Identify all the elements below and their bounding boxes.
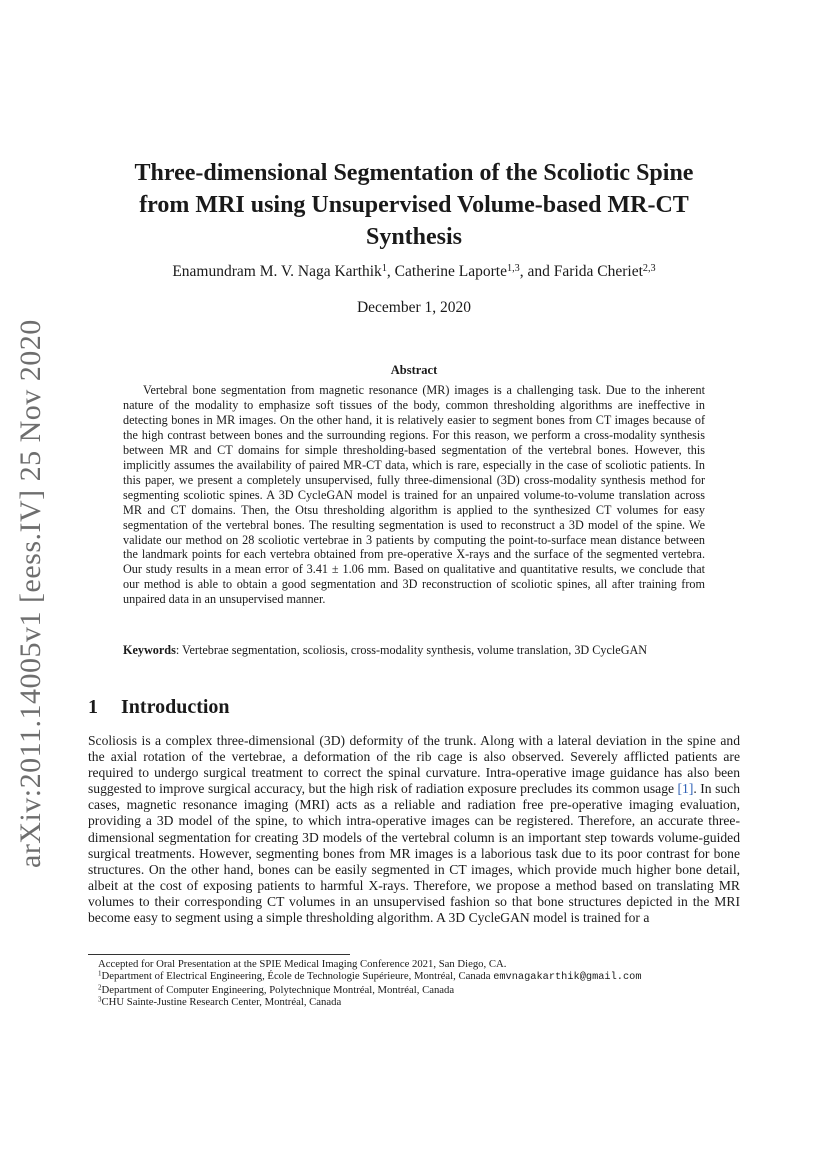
author-name: Enamundram M. V. Naga Karthik — [172, 263, 382, 280]
footnote-text: Department of Computer Engineering, Polytechnique Montréal, Montréal, Canada — [101, 983, 455, 996]
footnote-text: CHU Sainte-Justine Research Center, Montréal, Canada — [101, 996, 342, 1009]
author-name: and Farida Cheriet — [527, 263, 643, 280]
footnote-mark: 1 — [98, 969, 102, 978]
author-list: Enamundram M. V. Naga Karthik$^1$, Catherine Laporte$^{1,3}$, and Farida Cheriet$^{2,3}$ — [172, 262, 656, 280]
footnote-text: Department of Electrical Engineering, École de Technologie Supérieure, Montréal, Canada — [101, 970, 494, 983]
footnote-mark: 3 — [98, 995, 102, 1004]
publication-date: December 1, 2020 — [356, 299, 472, 316]
author-affiliation-mark: 2,3 — [642, 262, 656, 274]
section-heading — [88, 696, 230, 719]
author-affiliation-mark: 1 — [381, 262, 387, 274]
title-line: Three-dimensional Segmentation of the Scoliotic Spine — [134, 160, 694, 186]
author-affiliation-mark: 1,3 — [507, 262, 520, 274]
abstract-heading: Abstract — [390, 363, 438, 377]
footnote — [98, 970, 748, 983]
abstract-text: Vertebral bone segmentation from magnetic resonance (MR) images is a challenging task. Due to the inherent nature of the modality to emphasize soft tissues of the body, common thresholding algorithms are ineffective in detecting bones in MR images. On the other hand, it is relatively easier to segment bones from CT images because of the high contrast between bones and the surrounding regions. For this reason, we perform a cross-modality synthesis between MR and CT domains for simple thresholding-based segmentation of the vertebral bones. However, this implicitly assumes the availability of paired MR-CT data, which is rare, especially in the case of scoliotic patients. In this paper, we present a completely unsupervised, fully three-dimensional (3D) cross-modality synthesis method for segmenting scoliotic spines. A 3D CycleGAN model is trained for an unpaired volume-to-volume translation across MR and CT domains. Then, the Otsu thresholding algorithm is applied to the synthesized CT volumes for easy segmentation of the vertebral bones. The resulting segmentation is used to reconstruct a 3D model of the spine. We validate our method on 28 scoliotic vertebrae in 3 patients by computing the point-to-surface mean distance between the landmark points for each vertebra obtained from pre-operative X-rays and the surface of the segmented vertebra. Our study results in a mean error of 3.41 ± 1.06 mm. Based on qualitative and quantitative results, we conclude that our method is able to obtain a good segmentation and 3D reconstruction of scoliotic spines, all after training from unpaired data in an unsupervised manner. — [123, 383, 705, 607]
keywords-label: Keywords — [123, 643, 176, 657]
citation-link[interactable]: [1] — [677, 781, 694, 797]
intro-text: . In such cases, magnetic resonance imaging (MRI) acts as a reliable and radiation free pre-operative imaging evaluation, providing a 3D model of the spine, to which intra-operative images can be registered. Therefore, an accurate three-dimensional segmentation for creating 3D models of the vertebral column is an important step towards volume-guided surgical treatments. However, segmenting bones from MR images is a laborious task due to its poor contrast for bone structures. On the other hand, bones can be easily segmented in CT images, which provide much higher bone detail, albeit at the cost of exposing patients to harmful X-rays. Therefore, we propose a method based on translating MR volumes to their corresponding CT volumes in an unsupervised fashion so that bone structures depicted in the MRI become easy to segment using a simple thresholding algorithm. A 3D CycleGAN model is trained for a — [88, 781, 740, 926]
introduction-paragraph — [88, 733, 740, 926]
keywords-list: : Vertebrae segmentation, scoliosis, cross-modality synthesis, volume translation, 3D CycleGAN — [175, 643, 648, 657]
title-line: Synthesis — [365, 224, 463, 250]
arxiv-identifier: arXiv:2011.14005v1 [eess.IV] 25 Nov 2020 — [14, 319, 47, 868]
footnote-divider — [88, 954, 350, 955]
email-link[interactable]: emvnagakarthik@gmail.com — [493, 971, 642, 984]
footnote — [98, 984, 748, 996]
keywords — [123, 643, 705, 658]
paper-title — [80, 157, 748, 253]
footnote: Accepted for Oral Presentation at the SPIE Medical Imaging Conference 2021, San Diego, CA. — [98, 958, 507, 970]
author-name: Catherine Laporte — [394, 263, 507, 280]
section-number: 1 — [88, 696, 98, 718]
intro-text: Scoliosis is a complex three-dimensional (3D) deformity of the trunk. Along with a lateral deviation in the spine and the axial rotation of the vertebrae, a deformation of the rib cage is also observed. Severely afflicted patients are required to undergo surgical treatment to correct the spinal curvature. Intra-operative image guidance has also been suggested to improve surgical accuracy, but the high risk of radiation exposure precludes its common usage — [88, 733, 740, 797]
section-title: Introduction — [121, 696, 230, 718]
title-line: from MRI using Unsupervised Volume-based MR-CT — [139, 192, 689, 218]
footnote-mark: 2 — [98, 983, 102, 992]
footnote — [98, 996, 748, 1008]
footnotes — [98, 958, 748, 1009]
